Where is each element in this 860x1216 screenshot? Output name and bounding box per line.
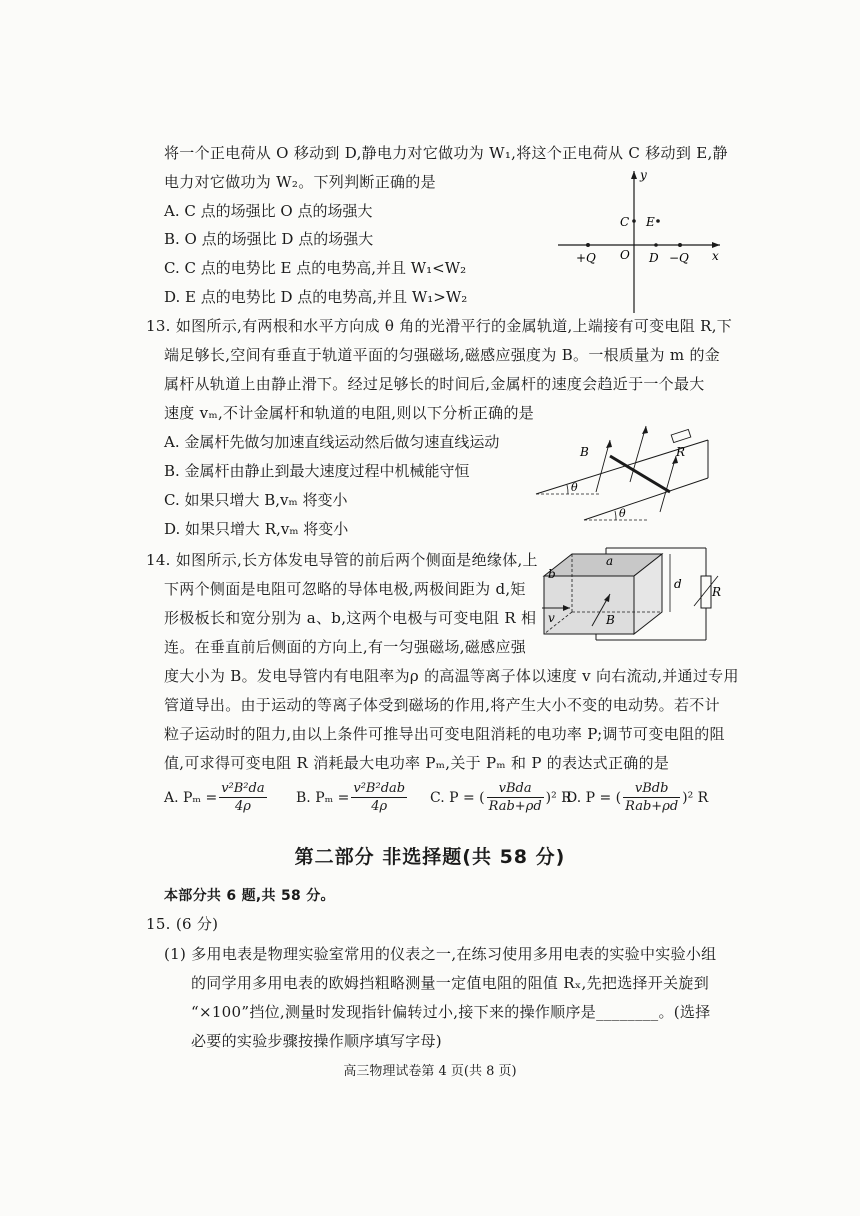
q14-fig-r-label: R [712, 585, 722, 599]
q14-option-d-num: vBdb [623, 780, 680, 798]
q14-option-d-suffix: )² R [682, 789, 709, 806]
q12-line-1: 将一个正电荷从 O 移动到 D,静电力对它做功为 W₁,将这个正电荷从 C 移动到 E,静 [164, 144, 728, 162]
q13-line-2: 端足够长,空间有垂直于轨道平面的匀强磁场,磁感应强度为 B。一根质量为 m 的金 [164, 346, 721, 364]
q12-fig-c-label: C [620, 215, 630, 229]
q13-option-b: B. 金属杆由静止到最大速度过程中机械能守恒 [164, 462, 470, 480]
q12-fig-d-label: D [649, 251, 659, 265]
q14-option-d [566, 780, 708, 815]
q12-option-d: D. E 点的电势比 D 点的电势高,并且 W₁>W₂ [164, 288, 468, 306]
q14-line-4: 连。在垂直前后侧面的方向上,有一匀强磁场,磁感应强 [164, 638, 527, 656]
q12-fig-o-label: O [620, 248, 630, 262]
q12-fig-pos-charge: +Q [576, 251, 596, 265]
q13-option-a: A. 金属杆先做匀加速直线运动然后做匀速直线运动 [164, 433, 500, 451]
q14-line-8: 值,可求得可变电阻 R 消耗最大电功率 Pₘ,关于 Pₘ 和 P 的表达式正确的是 [164, 754, 670, 772]
q12-option-a: A. C 点的场强比 O 点的场强大 [164, 202, 373, 220]
q14-option-c-den: Rab+ρd [488, 799, 542, 814]
q14-option-a [164, 780, 269, 815]
q14-option-c [430, 780, 572, 815]
q15-line-1: (1) 多用电表是物理实验室常用的仪表之一,在练习使用多用电表的实验中实验小组 [164, 945, 717, 963]
q12-option-b: B. O 点的场强比 D 点的场强大 [164, 230, 374, 248]
q14-fig-a-label: a [606, 554, 614, 568]
q13-figure [530, 412, 720, 532]
q15-title: 15. (6 分) [146, 915, 219, 933]
q14-line-6: 管道导出。由于运动的等离子体受到磁场的作用,将产生大小不变的电动势。若不计 [164, 696, 720, 714]
q14-option-b-prefix: B. Pₘ = [296, 789, 350, 806]
q13-fig-b-label: B [580, 445, 589, 459]
q13-line-1: 13. 如图所示,有两根和水平方向成 θ 角的光滑平行的金属轨道,上端接有可变电阻 R,下 [146, 317, 733, 335]
q13-fig-theta-1: θ [571, 481, 578, 494]
q13-option-c: C. 如果只增大 B,vₘ 将变小 [164, 491, 348, 509]
q14-option-d-den: Rab+ρd [625, 799, 679, 814]
q13-option-d: D. 如果只增大 R,vₘ 将变小 [164, 520, 349, 538]
q14-option-a-prefix: A. Pₘ = [164, 789, 218, 806]
part2-heading: 第二部分 非选择题(共 58 分) [294, 846, 566, 868]
q14-option-b-den: 4ρ [371, 799, 388, 814]
q14-fig-v-label: v [548, 611, 555, 625]
q14-line-3: 形极板长和宽分别为 a、b,这两个电极与可变电阻 R 相 [164, 609, 537, 627]
page-footer: 高三物理试卷第 4 页(共 8 页) [343, 1064, 517, 1079]
q13-fig-theta-2: θ [619, 507, 626, 520]
q15-line-4: 必要的实验步骤按操作顺序填写字母) [191, 1032, 442, 1050]
q14-option-a-num: v²B²da [221, 781, 265, 796]
q12-fig-e-label: E [646, 215, 655, 229]
q12-figure [550, 165, 730, 315]
q12-line-2: 电力对它做功为 W₂。下列判断正确的是 [164, 173, 436, 191]
q14-figure [536, 546, 726, 646]
q12-fig-x-label: x [712, 249, 719, 263]
q13-line-4: 速度 vₘ,不计金属杆和轨道的电阻,则以下分析正确的是 [164, 404, 535, 422]
q12-fig-y-label: y [640, 168, 647, 182]
q15-line-2: 的同学用多用电表的欧姆挡粗略测量一定值电阻的阻值 Rₓ,先把选择开关旋到 [191, 974, 709, 992]
q14-line-5: 度大小为 B。发电导管内有电阻率为ρ 的高温等离子体以速度 v 向右流动,并通过专用 [164, 667, 739, 685]
q14-option-b [296, 780, 409, 815]
q13-fig-r-label: R [676, 445, 686, 459]
q14-line-2: 下两个侧面是电阻可忽略的导体电极,两极间距为 d,矩 [164, 580, 526, 598]
q14-option-c-suffix: )² R [545, 789, 572, 806]
q14-option-a-den: 4ρ [234, 799, 251, 814]
q14-line-1: 14. 如图所示,长方体发电导管的前后两个侧面是绝缘体,上 [146, 551, 538, 569]
q12-option-c: C. C 点的电势比 E 点的电势高,并且 W₁<W₂ [164, 259, 467, 277]
q14-option-b-num: v²B²dab [353, 781, 406, 796]
q15-line-3: “×100”挡位,测量时发现指针偏转过小,接下来的操作顺序是________。(选择 [191, 1003, 711, 1021]
q14-line-7: 粒子运动时的阻力,由以上条件可推导出可变电阻消耗的电功率 P;调节可变电阻的阻 [164, 725, 725, 743]
q13-line-3: 属杆从轨道上由静止滑下。经过足够长的时间后,金属杆的速度会趋近于一个最大 [164, 375, 705, 393]
q12-fig-neg-charge: −Q [669, 251, 689, 265]
q14-option-c-num: vBda [487, 780, 544, 798]
q14-fig-bfield-label: B [606, 613, 615, 627]
q14-option-c-prefix: C. P = ( [430, 789, 485, 806]
q14-fig-b-label: b [548, 567, 556, 581]
q14-option-d-prefix: D. P = ( [566, 789, 622, 806]
part2-intro: 本部分共 6 题,共 58 分。 [164, 888, 335, 904]
q14-fig-d-label: d [674, 577, 682, 591]
